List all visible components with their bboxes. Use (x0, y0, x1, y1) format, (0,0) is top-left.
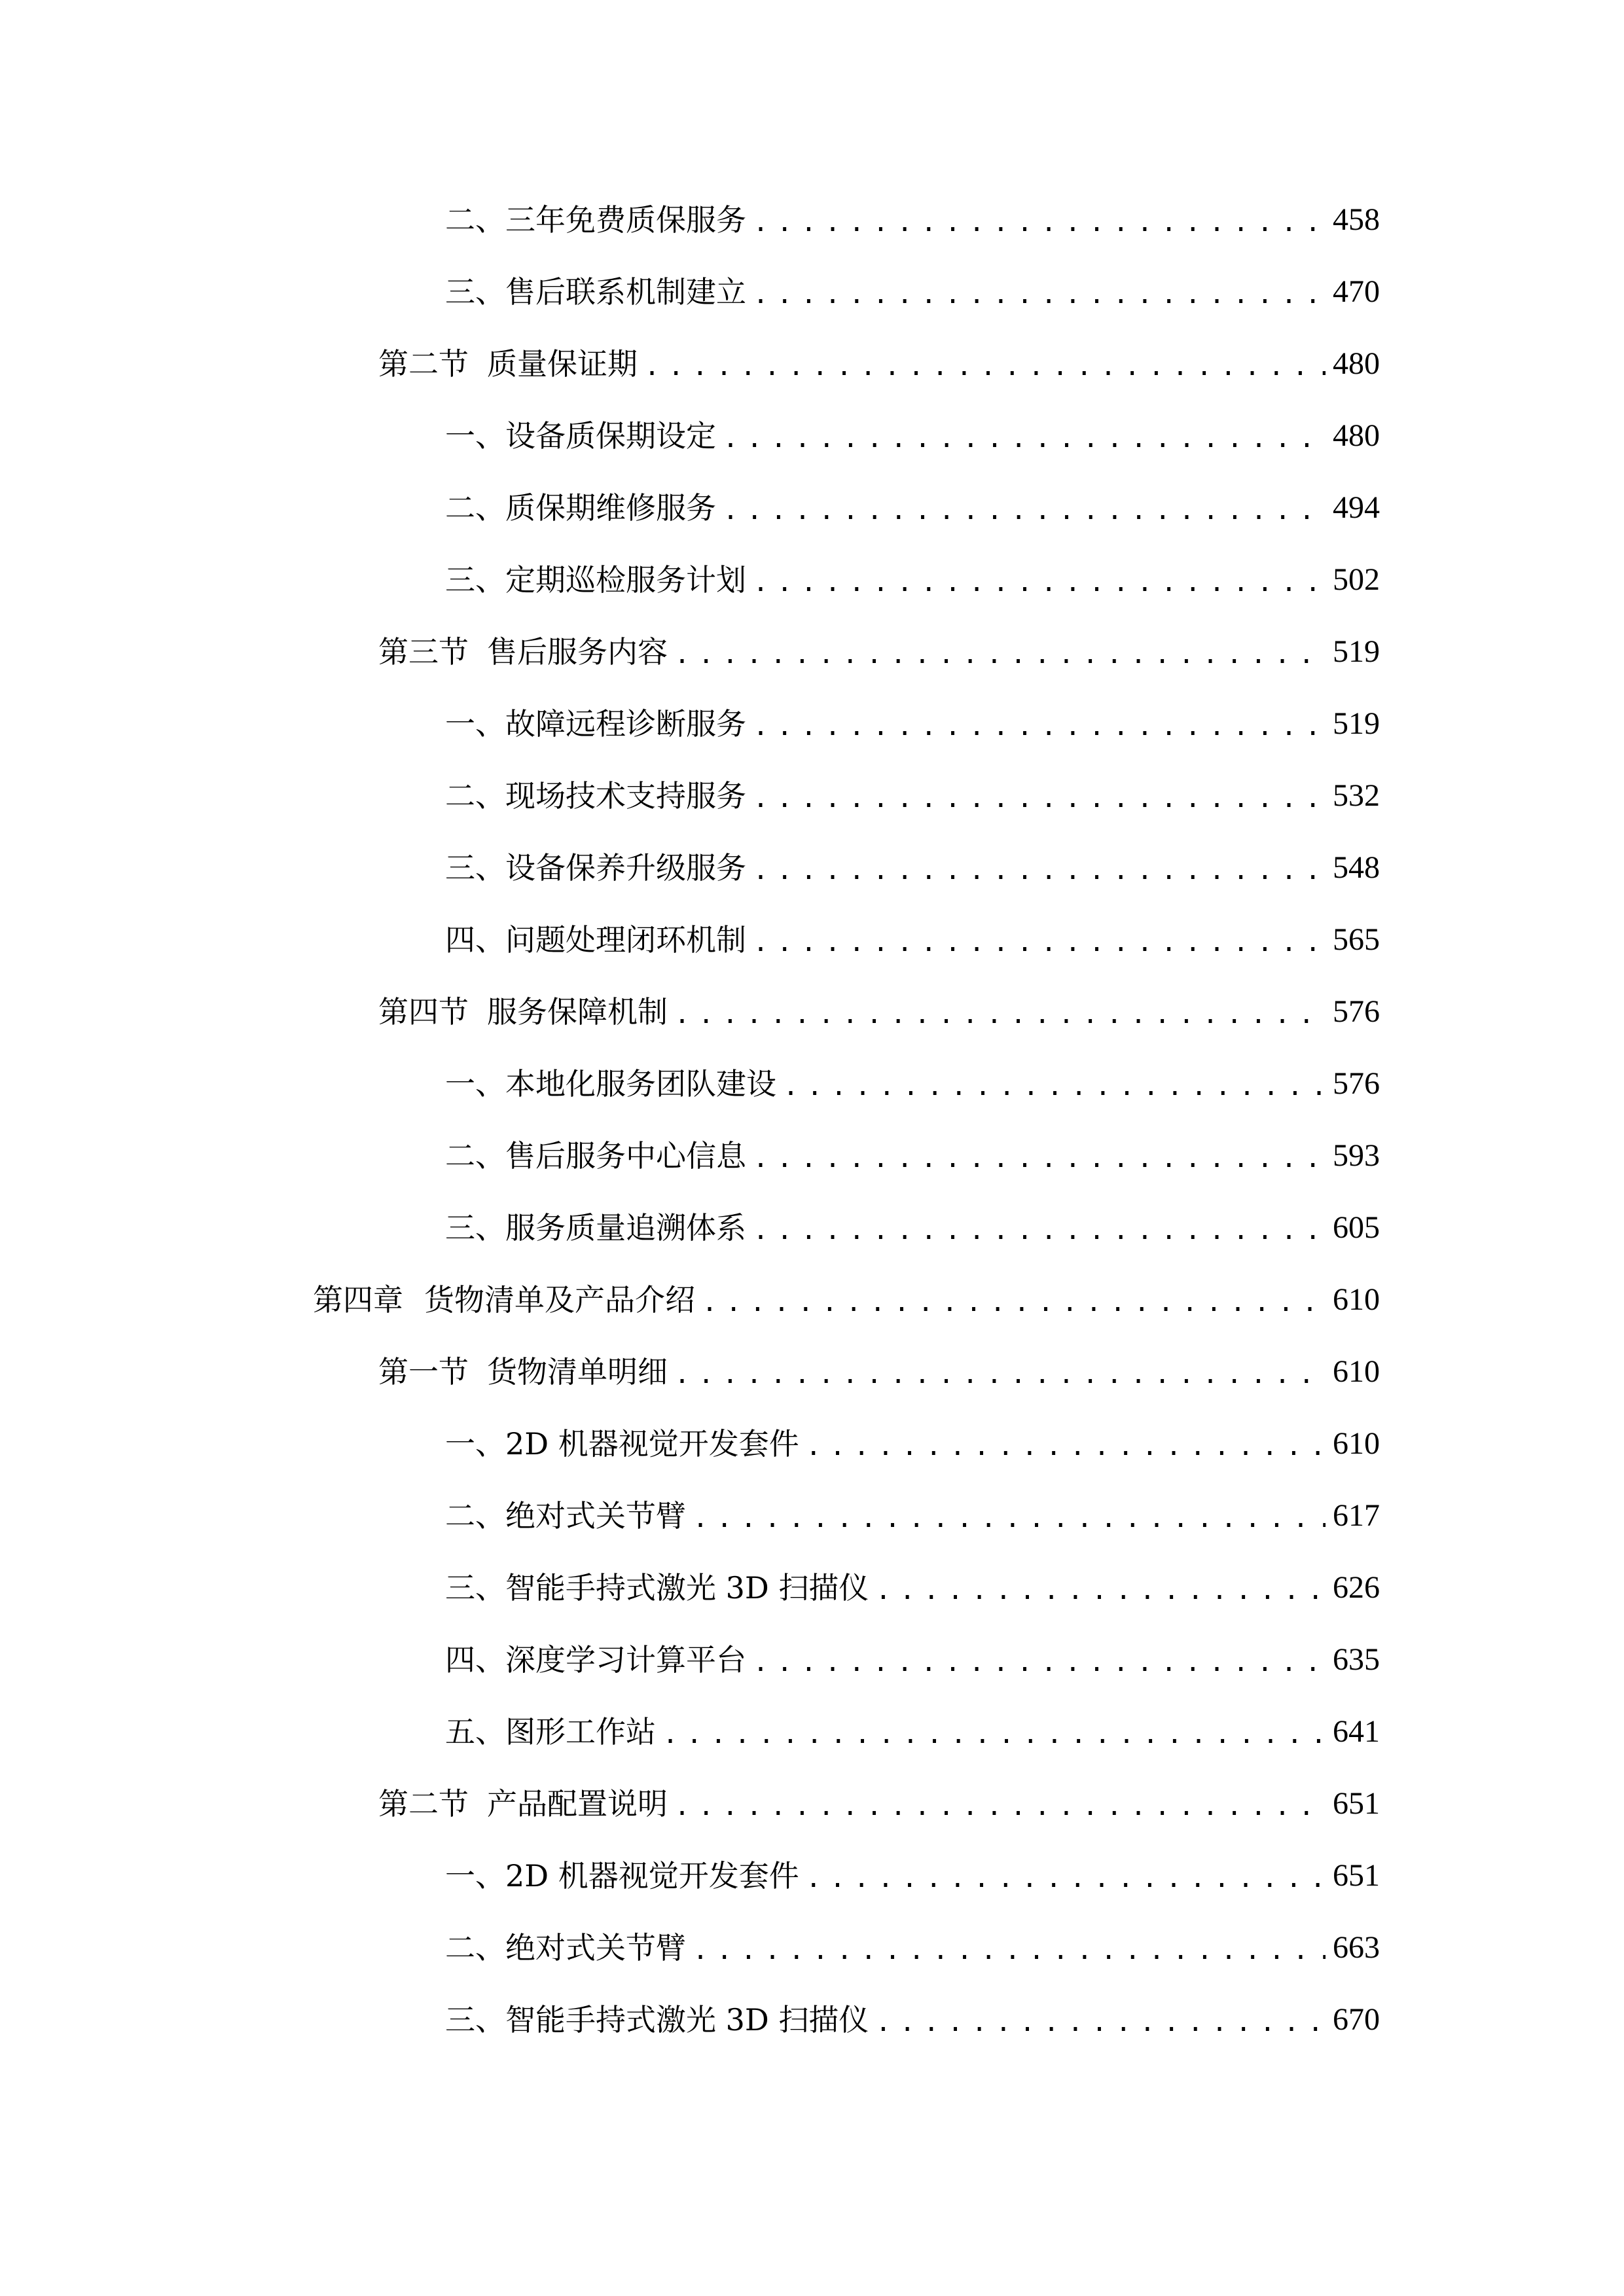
toc-entry-number: 五、 (445, 1714, 505, 1749)
toc-entry-title: 货物清单及产品介绍 (424, 1282, 695, 1318)
toc-entry-title: 2D 机器视觉开发套件 (505, 1858, 799, 1893)
toc-entry-page: 458 (1333, 202, 1380, 237)
toc-entry-number: 三、 (445, 274, 505, 310)
toc-entry-page: 663 (1333, 1930, 1380, 1965)
toc-entry-page: 593 (1333, 1138, 1380, 1173)
toc-entry-title: 智能手持式激光 3D 扫描仪 (505, 2002, 869, 2037)
toc-dot-leader (753, 259, 1326, 331)
toc-entry-title: 服务质量追溯体系 (505, 1210, 746, 1246)
toc-dot-leader (674, 1338, 1326, 1410)
toc-entry-page: 626 (1333, 1570, 1380, 1605)
toc-entry-title: 定期巡检服务计划 (505, 562, 746, 598)
toc-entry-number: 四、 (445, 1642, 505, 1677)
toc-entry[interactable] (378, 616, 1380, 688)
toc-entry-number: 一、 (445, 706, 505, 742)
toc-entry-number: 第二节 (378, 1786, 469, 1821)
toc-dot-leader (702, 1266, 1326, 1338)
toc-entry-title: 现场技术支持服务 (505, 778, 746, 814)
toc-entry-title: 设备质保期设定 (505, 418, 716, 454)
toc-entry-title: 本地化服务团队建设 (505, 1066, 776, 1102)
toc-dot-leader (723, 403, 1326, 475)
toc-entry-title: 质保期维修服务 (505, 490, 716, 526)
toc-entry[interactable] (445, 1840, 1380, 1912)
toc-entry[interactable] (378, 976, 1380, 1048)
toc-entry[interactable] (445, 688, 1380, 760)
toc-dot-leader (674, 1770, 1326, 1842)
toc-entry-title: 深度学习计算平台 (505, 1642, 746, 1677)
toc-entry[interactable] (445, 832, 1380, 904)
toc-entry-page: 480 (1333, 346, 1380, 381)
toc-entry-page: 502 (1333, 562, 1380, 597)
toc-entry-number: 二、 (445, 202, 505, 238)
toc-entry-page: 548 (1333, 850, 1380, 885)
toc-entry-number: 三、 (445, 1210, 505, 1246)
toc-entry[interactable] (445, 1624, 1380, 1696)
toc-entry-number: 第四节 (378, 994, 469, 1030)
toc-entry-number: 一、 (445, 1426, 505, 1462)
toc-entry-number: 一、 (445, 1858, 505, 1893)
toc-dot-leader (753, 906, 1326, 978)
toc-entry-number: 第一节 (378, 1354, 469, 1390)
toc-entry[interactable] (445, 1912, 1380, 1984)
toc-entry[interactable] (445, 1984, 1380, 2056)
toc-dot-leader (753, 834, 1326, 906)
toc-entry[interactable] (445, 1120, 1380, 1192)
toc-dot-leader (875, 1554, 1326, 1626)
toc-entry-page: 635 (1333, 1642, 1380, 1677)
toc-entry-title: 绝对式关节臂 (505, 1498, 686, 1534)
toc-entry[interactable] (445, 1048, 1380, 1120)
toc-entry-number: 第二节 (378, 346, 469, 382)
toc-entry-number: 二、 (445, 1138, 505, 1174)
toc-entry-title: 智能手持式激光 3D 扫描仪 (505, 1570, 869, 1605)
toc-entry-title: 问题处理闭环机制 (505, 922, 746, 958)
toc-entry[interactable] (445, 544, 1380, 616)
toc-entry-page: 519 (1333, 706, 1380, 741)
toc-dot-leader (662, 1698, 1326, 1770)
toc-entry-title: 售后服务中心信息 (505, 1138, 746, 1174)
toc-entry[interactable] (445, 904, 1380, 976)
toc-entry-title: 故障远程诊断服务 (505, 706, 746, 742)
toc-dot-leader (753, 1194, 1326, 1266)
toc-entry-title: 质量保证期 (487, 346, 638, 382)
toc-dot-leader (753, 1626, 1326, 1698)
toc-entry[interactable] (445, 400, 1380, 472)
toc-entry-number: 四、 (445, 922, 505, 958)
toc-entry-page: 576 (1333, 994, 1380, 1029)
toc-entry-page: 610 (1333, 1354, 1380, 1389)
toc-entry[interactable] (445, 472, 1380, 544)
toc-entry-title: 设备保养升级服务 (505, 850, 746, 886)
toc-entry-page: 480 (1333, 418, 1380, 453)
toc-entry-page: 651 (1333, 1858, 1380, 1893)
toc-dot-leader (753, 691, 1326, 762)
toc-entry-page: 519 (1333, 634, 1380, 669)
toc-dot-leader (753, 762, 1326, 834)
toc-dot-leader (674, 619, 1326, 691)
toc-entry[interactable] (445, 1480, 1380, 1552)
toc-entry-page: 610 (1333, 1282, 1380, 1317)
toc-entry-number: 三、 (445, 1570, 505, 1605)
toc-dot-leader (693, 1482, 1326, 1554)
toc-entry[interactable] (378, 1336, 1380, 1408)
toc-entry-number: 三、 (445, 562, 505, 598)
toc-entry-title: 售后联系机制建立 (505, 274, 746, 310)
toc-dot-leader (674, 978, 1326, 1050)
toc-entry-title: 服务保障机制 (487, 994, 668, 1030)
toc-entry-page: 641 (1333, 1714, 1380, 1749)
toc-entry[interactable] (445, 256, 1380, 328)
toc-entry[interactable] (445, 1552, 1380, 1624)
toc-entry-title: 售后服务内容 (487, 634, 668, 670)
toc-dot-leader (753, 547, 1326, 619)
toc-entry[interactable] (445, 1696, 1380, 1768)
toc-dot-leader (693, 1914, 1326, 1986)
toc-entry-page: 651 (1333, 1786, 1380, 1821)
toc-entry[interactable] (378, 328, 1380, 400)
toc-entry-title: 2D 机器视觉开发套件 (505, 1426, 799, 1462)
toc-dot-leader (783, 1050, 1326, 1122)
toc-entry-page: 576 (1333, 1066, 1380, 1101)
toc-dot-leader (806, 1842, 1326, 1914)
toc-entry-title: 绝对式关节臂 (505, 1930, 686, 1965)
toc-dot-leader (806, 1410, 1326, 1482)
toc-dot-leader (875, 1986, 1326, 2058)
toc-entry-number: 第三节 (378, 634, 469, 670)
toc-entry-page: 565 (1333, 922, 1380, 957)
toc-entry-page: 470 (1333, 274, 1380, 309)
toc-entry-number: 二、 (445, 1930, 505, 1965)
toc-entry[interactable] (445, 184, 1380, 256)
toc-entry[interactable] (445, 760, 1380, 832)
toc-entry[interactable] (445, 1192, 1380, 1264)
toc-entry-page: 605 (1333, 1210, 1380, 1245)
toc-entry-title: 产品配置说明 (487, 1786, 668, 1821)
toc-entry-page: 494 (1333, 490, 1380, 525)
toc-entry-title: 三年免费质保服务 (505, 202, 746, 238)
toc-entry-number: 第四章 (313, 1282, 403, 1318)
toc-entry-page: 617 (1333, 1498, 1380, 1533)
toc-entry[interactable] (313, 1264, 1380, 1336)
toc-dot-leader (753, 1122, 1326, 1194)
toc-entry-page: 670 (1333, 2002, 1380, 2037)
toc-entry-page: 532 (1333, 778, 1380, 813)
toc-entry-title: 货物清单明细 (487, 1354, 668, 1390)
toc-entry-title: 图形工作站 (505, 1714, 656, 1749)
toc-dot-leader (644, 331, 1326, 403)
toc-entry-number: 三、 (445, 850, 505, 886)
toc-entry[interactable] (378, 1768, 1380, 1840)
toc-entry[interactable] (445, 1408, 1380, 1480)
toc-entry-number: 三、 (445, 2002, 505, 2037)
toc-entry-number: 一、 (445, 418, 505, 454)
toc-dot-leader (723, 475, 1326, 547)
toc-entry-number: 二、 (445, 490, 505, 526)
toc-dot-leader (753, 187, 1326, 259)
toc-entry-page: 610 (1333, 1426, 1380, 1461)
toc-entry-number: 一、 (445, 1066, 505, 1102)
toc-entry-number: 二、 (445, 1498, 505, 1534)
toc-entry-number: 二、 (445, 778, 505, 814)
